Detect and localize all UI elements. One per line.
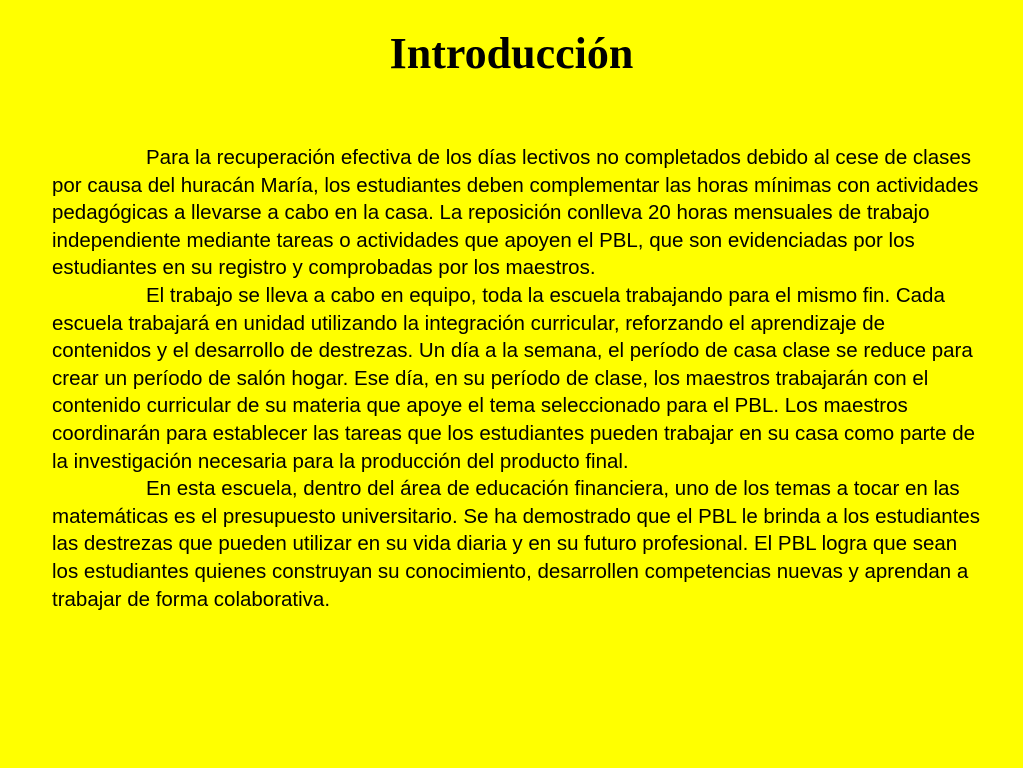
paragraph-financial-education: En esta escuela, dentro del área de educación financiera, uno de los temas a tocar en las matemáticas es el presupuesto universitario. Se ha demostrado que el PBL le brinda a los estudiantes las destrezas que pueden utilizar en su vida diaria y en su futuro profesional. El PBL logra que sean los estudiantes quienes construyan su conocimiento, desarrollen competencias nuevas y aprendan a trabajar de forma colaborativa.	[52, 477, 980, 611]
paragraph-recovery: Para la recuperación efectiva de los días lectivos no completados debido al cese de clases por causa del huracán María, los estudiantes deben complementar las horas mínimas con actividades pedagógicas a llevarse a cabo en la casa. La reposición conlleva 20 horas mensuales de trabajo independiente mediante tareas o actividades que apoyen el PBL, que son evidenciadas por los estudiantes en su registro y comprobadas por los maestros.	[52, 146, 979, 280]
paragraph-teamwork: El trabajo se lleva a cabo en equipo, toda la escuela trabajando para el mismo fin. Cada escuela trabajará en unidad utilizando la integración curricular, reforzando el aprendizaje de contenidos y el desarrollo de destrezas. Un día a la semana, el período de casa clase se reduce para crear un período de salón hogar. Ese día, en su período de clase, los maestros trabajarán con el contenido curricular de su materia que apoye el tema seleccionado para el PBL. Los maestros coordinarán para establecer las tareas que los estudiantes pueden trabajar en su casa como parte de la investigación necesaria para la producción del producto final.	[52, 283, 976, 473]
slide-title: Introducción	[389, 29, 634, 78]
slide-body	[52, 144, 980, 613]
